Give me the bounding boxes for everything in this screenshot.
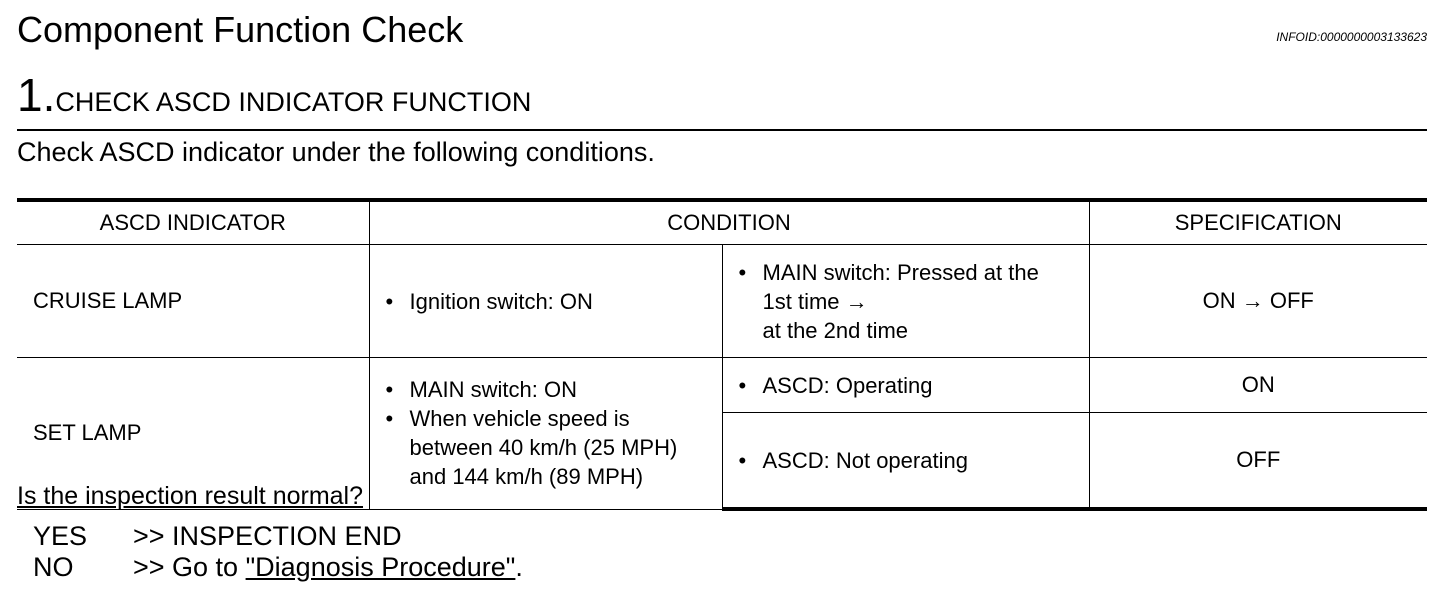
answer-text: . xyxy=(515,552,523,582)
condition-bullet: • ASCD: Not operating xyxy=(739,446,1079,475)
condition-cell xyxy=(369,245,722,358)
answer-yes xyxy=(33,520,402,552)
answer-key: NO xyxy=(33,552,74,582)
condition-line: 1st time → xyxy=(762,288,868,314)
table-row xyxy=(17,358,1427,413)
info-id: INFOID:0000000003133623 xyxy=(1276,30,1427,44)
header-indicator: ASCD INDICATOR xyxy=(17,200,369,245)
answer-key: YES xyxy=(33,521,88,551)
condition-cell xyxy=(722,358,1089,413)
specification-cell: ON → OFF xyxy=(1089,245,1427,358)
condition-bullet: • When vehicle speed is between 40 km/h (25 MPH) and 144 km/h (89 MPH) xyxy=(386,404,712,491)
table-row xyxy=(17,245,1427,358)
answer-no xyxy=(33,551,523,583)
condition-cell xyxy=(722,245,1089,358)
condition-bullet: • Ignition switch: ON xyxy=(386,287,712,316)
condition-line: at the 2nd time xyxy=(762,317,909,343)
indicator-cell: CRUISE LAMP xyxy=(17,245,369,358)
answer-text: >> Go to xyxy=(133,552,246,582)
result-question: Is the inspection result normal? xyxy=(17,482,364,510)
diagnosis-procedure-link[interactable]: "Diagnosis Procedure" xyxy=(245,552,516,582)
indicator-cell: SET LAMP xyxy=(17,358,369,510)
intro-text: Check ASCD indicator under the following conditions. xyxy=(17,137,655,167)
specification-cell: ON xyxy=(1089,358,1427,413)
step-heading xyxy=(17,70,531,132)
condition-bullet: • ASCD: Operating xyxy=(739,371,1079,400)
step-number: 1. xyxy=(17,69,56,121)
page-title: Component Function Check xyxy=(17,9,464,50)
table-header-row xyxy=(17,200,1427,245)
answer-text: >> INSPECTION END xyxy=(133,521,402,551)
section-divider xyxy=(17,129,1427,131)
header-condition: CONDITION xyxy=(369,200,1089,245)
step-title: CHECK ASCD INDICATOR FUNCTION xyxy=(55,87,532,117)
indicator-check-table xyxy=(17,198,1427,511)
condition-bullet xyxy=(739,258,1079,345)
condition-line: MAIN switch: Pressed at the xyxy=(762,259,1039,285)
condition-cell xyxy=(722,413,1089,510)
header-specification: SPECIFICATION xyxy=(1089,200,1427,245)
specification-cell: OFF xyxy=(1089,413,1427,510)
condition-bullet: • MAIN switch: ON xyxy=(386,375,712,404)
condition-cell xyxy=(369,358,722,510)
